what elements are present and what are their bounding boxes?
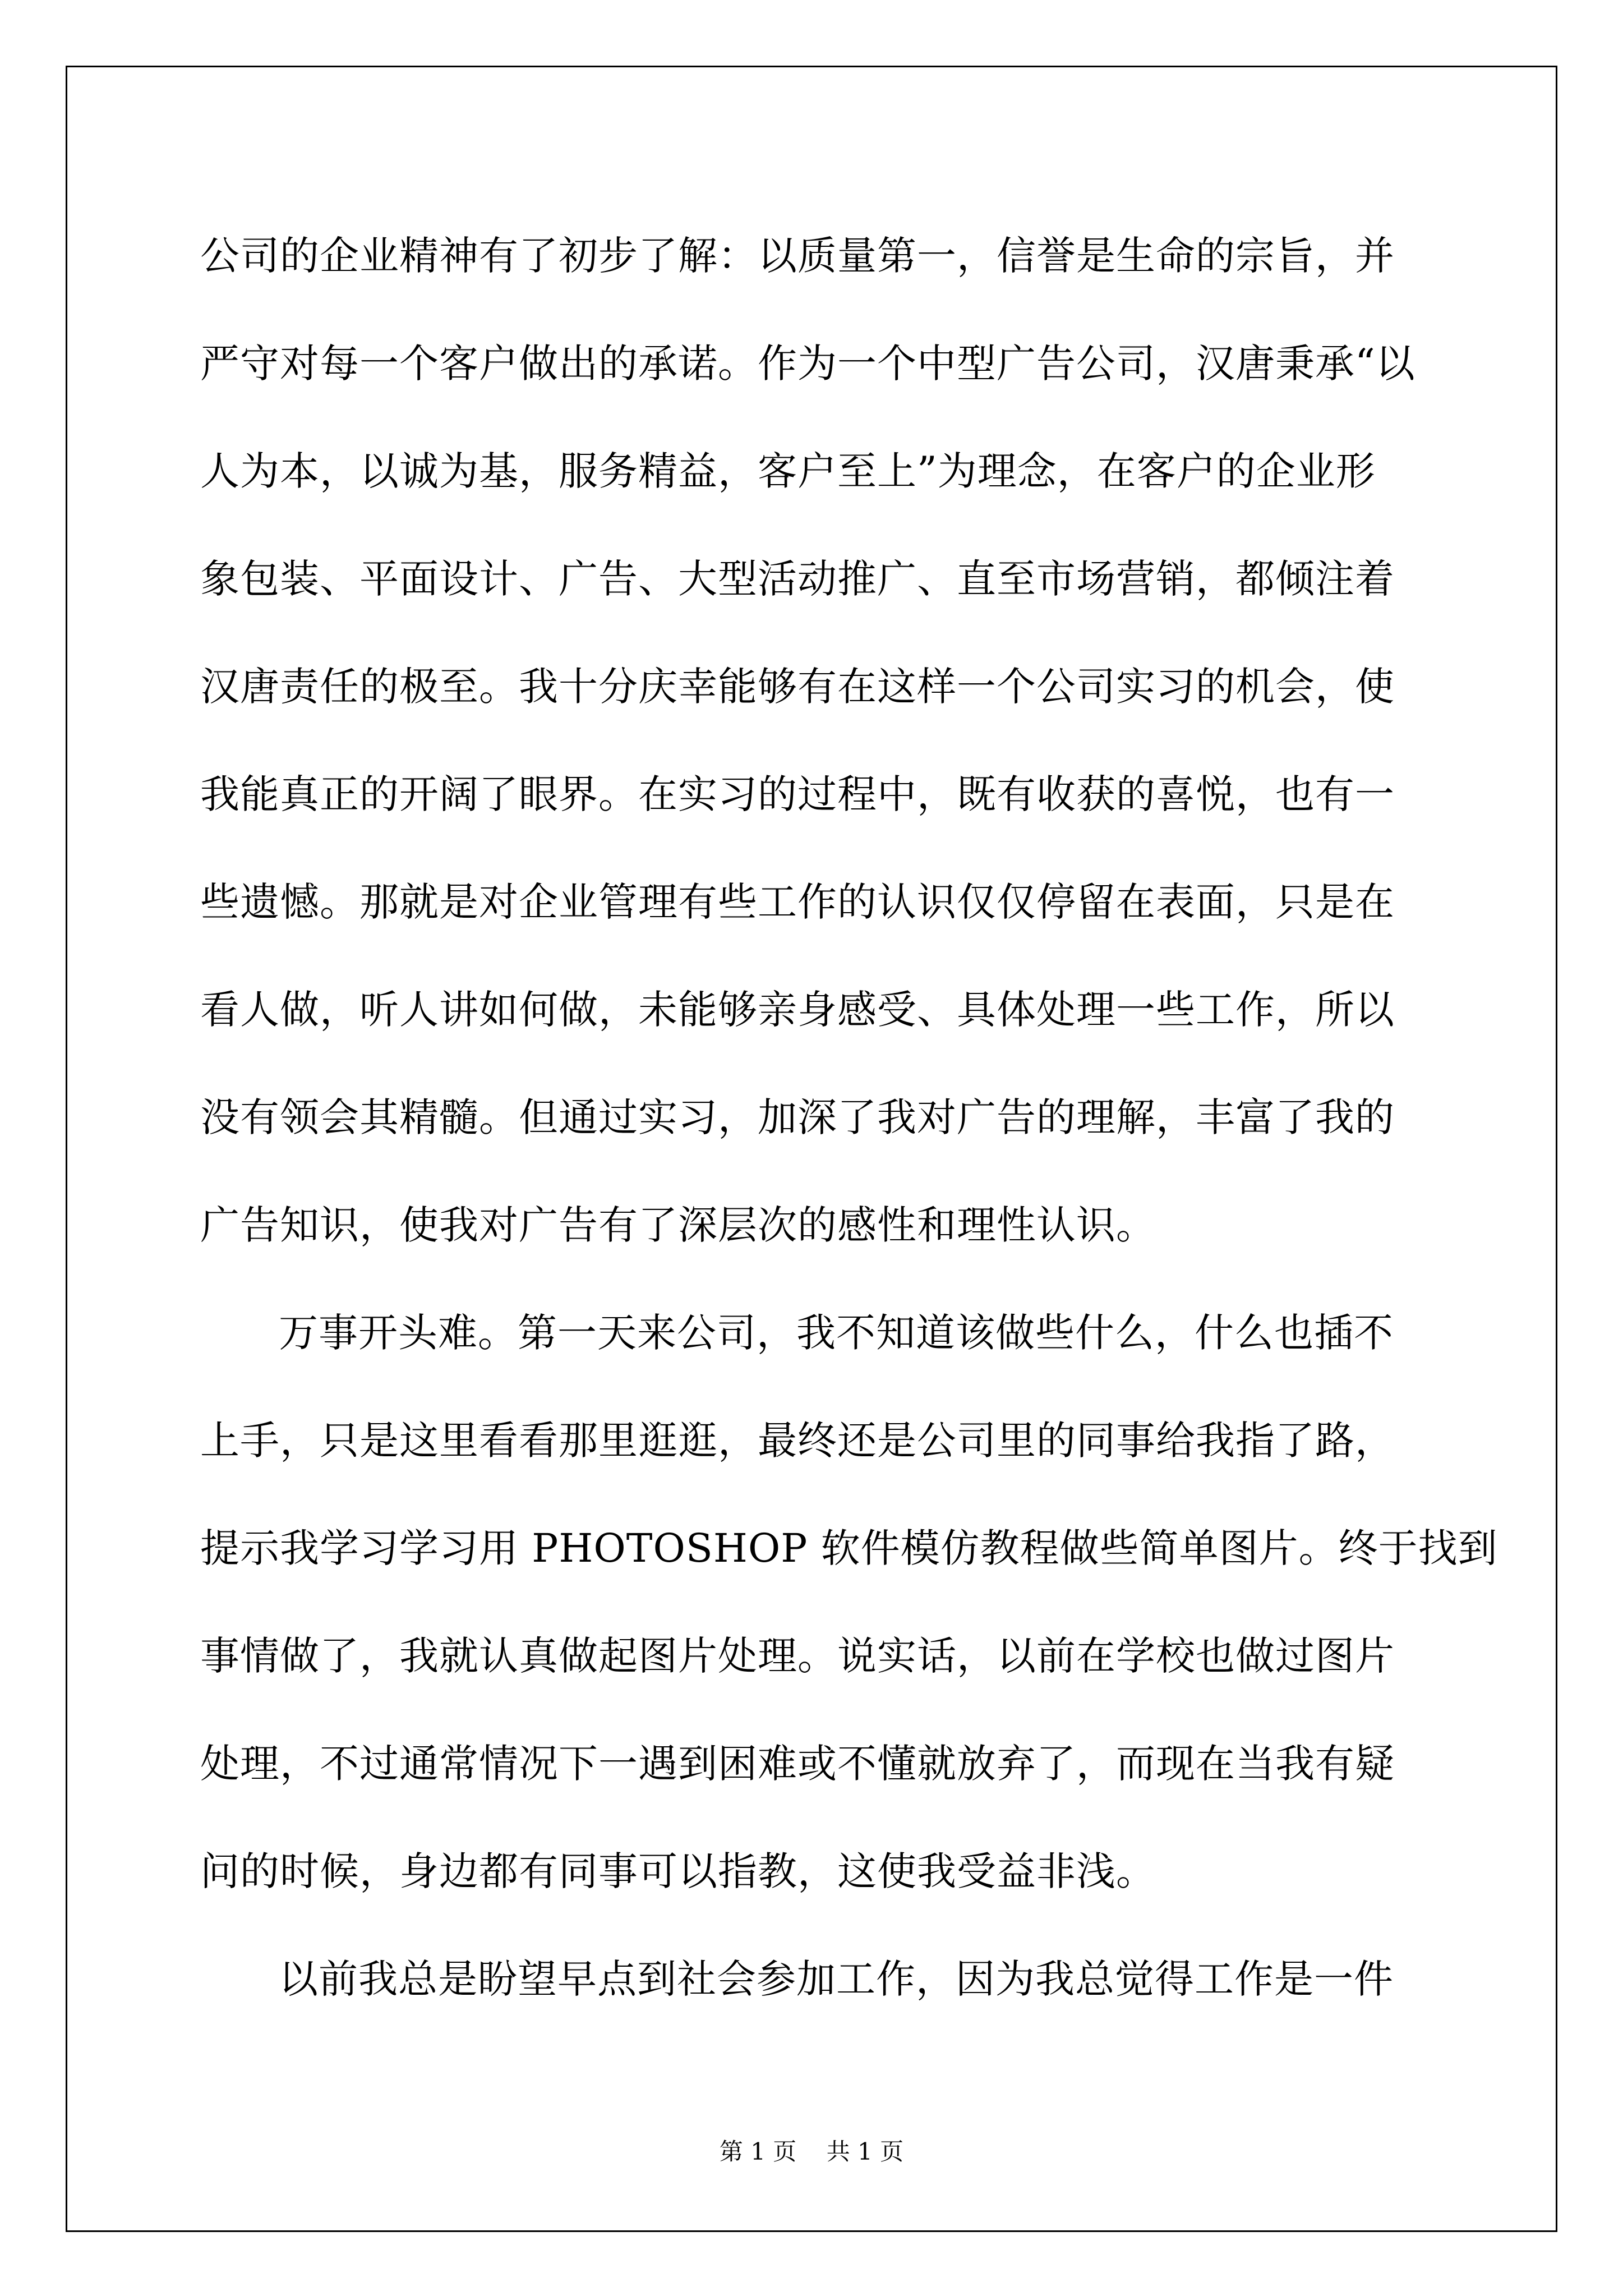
text-line: 处理，不过通常情况下一遇到困难或不懂就放弃了，而现在当我有疑: [200, 1741, 1395, 1787]
page-number-footer: 第 1 页 共 1 页: [719, 2138, 904, 2165]
text-line: 广告知识，使我对广告有了深层次的感性和理性认识。: [200, 1202, 1156, 1248]
paragraph-start-line: 以前我总是盼望早点到社会参加工作，因为我总觉得工作是一件: [279, 1956, 1394, 2002]
paragraph-start-line: 万事开头难。第一天来公司，我不知道该做些什么，什么也插不: [279, 1310, 1394, 1356]
text-line: 没有领会其精髓。但通过实习，加深了我对广告的理解，丰富了我的: [200, 1094, 1395, 1140]
text-line: 问的时候，身边都有同事可以指教，这使我受益非浅。: [200, 1848, 1156, 1894]
text-line: 看人做，听人讲如何做，未能够亲身感受、具体处理一些工作，所以: [200, 987, 1395, 1033]
text-line: 提示我学习学习用 PHOTOSHOP 软件模仿教程做些简单图片。终于找到: [200, 1525, 1498, 1571]
text-line: 汉唐责任的极至。我十分庆幸能够有在这样一个公司实习的机会，使: [200, 664, 1395, 710]
text-line: 上手，只是这里看看那里逛逛，最终还是公司里的同事给我指了路，: [200, 1418, 1395, 1464]
text-line: 公司的企业精神有了初步了解：以质量第一，信誉是生命的宗旨，并: [200, 233, 1395, 279]
text-line: 严守对每一个客户做出的承诺。作为一个中型广告公司，汉唐秉承“以: [200, 341, 1415, 386]
body-text: [200, 202, 1498, 2033]
text-line: 事情做了，我就认真做起图片处理。说实话，以前在学校也做过图片: [200, 1633, 1395, 1679]
text-line: 些遗憾。那就是对企业管理有些工作的认识仅仅停留在表面，只是在: [200, 879, 1395, 925]
text-line: 人为本，以诚为基，服务精益，客户至上”为理念，在客户的企业形: [200, 448, 1376, 494]
text-line: 象包装、平面设计、广告、大型活动推广、直至市场营销，都倾注着: [200, 556, 1395, 602]
text-line: 我能真正的开阔了眼界。在实习的过程中，既有收获的喜悦，也有一: [200, 771, 1395, 817]
